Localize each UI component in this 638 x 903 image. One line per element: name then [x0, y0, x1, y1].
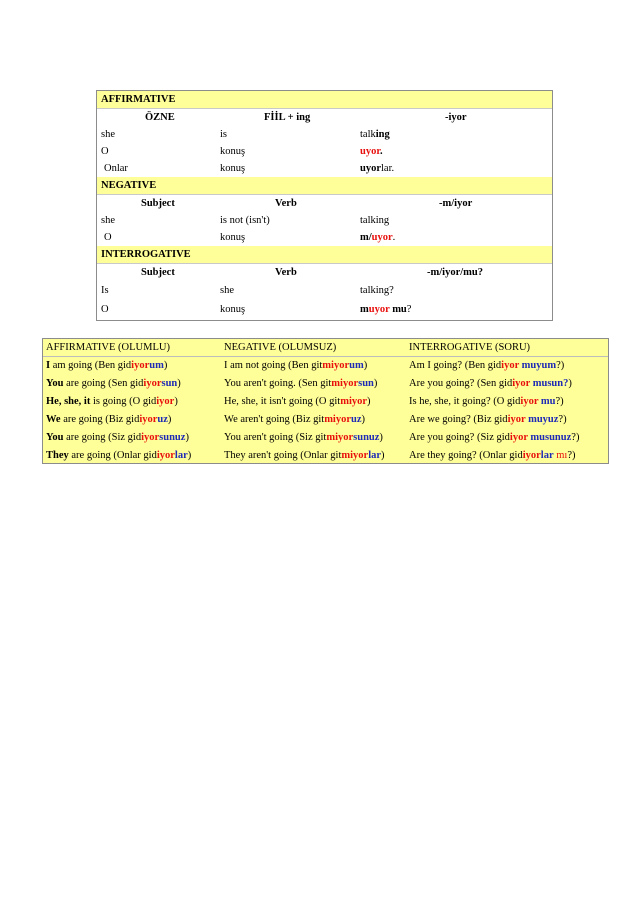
suffix-iyor: uyor: [368, 304, 390, 315]
row-suffix: [360, 126, 390, 143]
subject: We: [46, 414, 61, 425]
suffix-person: sunuz: [159, 432, 186, 443]
row-verb: konuş: [220, 163, 246, 174]
phrase: am going (Ben gid: [50, 360, 132, 371]
close-paren: ): [174, 396, 178, 407]
affirmative-cell: [46, 375, 181, 393]
col-head-suffix: -m/iyor/mu?: [427, 267, 483, 278]
suffix-iyor: iyor: [522, 450, 541, 461]
table-row: [97, 281, 552, 300]
suffix-person: um: [149, 360, 164, 371]
negative-cell: [224, 375, 377, 393]
suffix-miyor: miyor: [322, 360, 350, 371]
question-particle: musun?: [530, 378, 569, 389]
negative-column-header: NEGATIVE (OLUMSUZ): [224, 342, 337, 353]
suffix-ending: .: [392, 232, 396, 243]
subject: You: [46, 378, 64, 389]
interrogative-cell: [409, 447, 576, 465]
row-subject: O: [104, 232, 112, 243]
suffix-iyor: iyor: [139, 414, 158, 425]
close-paren: ): [177, 378, 181, 389]
question-particle: muyum: [519, 360, 557, 371]
negative-cell: [224, 357, 367, 375]
phrase: Are they going? (Onlar gid: [409, 450, 523, 461]
suffix-iyor: iyor: [131, 360, 150, 371]
interrogative-cell: [409, 429, 579, 447]
negative-column-heads: [97, 195, 552, 212]
table-row: [97, 300, 552, 320]
table-row: [43, 393, 608, 411]
row-verb: is not (isn't): [220, 215, 270, 226]
phrase: are going (Sen gid: [63, 378, 144, 389]
row-verb: konuş: [220, 232, 246, 243]
suffix-iyor: iyor: [520, 396, 539, 407]
col-head-subject: ÖZNE: [145, 112, 175, 123]
col-head-verb: Verb: [275, 198, 297, 209]
col-head-verb: FİİL + ing: [264, 112, 311, 123]
phrase: I am not going (Ben git: [224, 360, 323, 371]
col-head-suffix: -iyor: [445, 112, 467, 123]
suffix-m: m/: [360, 232, 372, 243]
suffix-miyor: miyor: [340, 396, 368, 407]
suffix-iyor: uyor: [360, 163, 381, 174]
suffix-miyor: miyor: [324, 414, 352, 425]
suffix-ending: lar.: [381, 163, 395, 174]
close-paren: ): [379, 432, 383, 443]
table-row: [43, 447, 608, 465]
close-paren: ?): [555, 396, 564, 407]
close-paren: ): [187, 450, 192, 461]
close-paren: ?): [571, 432, 580, 443]
suffix-person: sun: [161, 378, 178, 389]
col-head-subject: Subject: [141, 267, 175, 278]
table-row: [97, 126, 552, 143]
suffix-person: uz: [351, 414, 362, 425]
table-row: [97, 229, 552, 246]
close-paren: ): [185, 432, 189, 443]
suffix-mu: mu: [389, 304, 407, 315]
close-paren: ?): [558, 414, 567, 425]
suffix-person: sun: [358, 378, 374, 389]
col-head-verb: Verb: [275, 267, 297, 278]
suffix-ending: ing: [375, 129, 390, 140]
row-suffix: talking: [360, 215, 390, 226]
close-paren: ): [167, 414, 172, 425]
suffix-miyor: miyor: [341, 450, 369, 461]
suffix-person: lar: [368, 450, 382, 461]
interrogative-cell: [409, 357, 564, 375]
row-verb: she: [220, 285, 234, 296]
interrogative-column-header: INTERROGATIVE (SORU): [409, 342, 531, 353]
interrogative-cell: [409, 411, 567, 429]
suffix-iyor: uyor: [360, 146, 381, 157]
row-subject: she: [101, 215, 115, 226]
close-paren: ?): [567, 450, 576, 461]
suffix-person: lar: [174, 450, 188, 461]
close-paren: ): [381, 450, 385, 461]
suffix-iyor: iyor: [156, 396, 175, 407]
row-suffix: talking?: [360, 285, 394, 296]
phrase: He, she, it isn't going (O git: [224, 396, 341, 407]
row-verb: is: [220, 129, 228, 140]
table-row: [97, 212, 552, 229]
phrase: Is he, she, it going? (O gid: [409, 396, 521, 407]
question-particle: muyuz: [525, 414, 559, 425]
question-particle: musunuz: [527, 432, 572, 443]
close-paren: ): [163, 360, 168, 371]
interrogative-cell: [409, 375, 572, 393]
phrase: Are we going? (Biz gid: [409, 414, 508, 425]
row-subject: Onlar: [104, 163, 128, 174]
suffix-stem: talk: [360, 129, 376, 140]
affirmative-header: AFFIRMATIVE: [97, 91, 552, 109]
row-subject: Is: [101, 285, 109, 296]
suffix-iyor: iyor: [156, 450, 175, 461]
table-row: [97, 143, 552, 160]
subject: They: [46, 450, 69, 461]
subject: He, she, it: [46, 396, 91, 407]
affirmative-cell: [46, 447, 191, 465]
interrogative-column-heads: [97, 264, 552, 281]
affirmative-column-header: AFFIRMATIVE (OLUMLU): [46, 342, 170, 353]
row-subject: O: [101, 304, 109, 315]
row-verb: konuş: [220, 304, 246, 315]
phrase: You aren't going (Siz git: [224, 432, 327, 443]
negative-cell: [224, 393, 371, 411]
suffix-miyor: miyor: [331, 378, 359, 389]
table-row: [43, 357, 608, 375]
suffix-iyor: iyor: [512, 378, 531, 389]
phrase: You aren't going. (Sen git: [224, 378, 332, 389]
close-paren: ): [568, 378, 572, 389]
subject: I: [46, 360, 51, 371]
question-particle: mu: [538, 396, 556, 407]
suffix-ending: .: [380, 146, 383, 157]
row-subject: O: [101, 146, 109, 157]
suffix-person: um: [349, 360, 364, 371]
negative-header: NEGATIVE: [97, 177, 552, 195]
suffix-ending: ?: [406, 304, 412, 315]
suffix-iyor: uyor: [371, 232, 393, 243]
suffix-person: sunuz: [353, 432, 380, 443]
affirmative-cell: [46, 357, 167, 375]
phrase: They aren't going (Onlar git: [224, 450, 342, 461]
phrase: Am I going? (Ben gid: [409, 360, 502, 371]
affirmative-cell: [46, 429, 189, 447]
col-head-subject: Subject: [141, 198, 175, 209]
close-paren: ): [361, 414, 366, 425]
affirmative-cell: [46, 411, 171, 429]
phrase: is going (O gid: [90, 396, 157, 407]
suffix-iyor: iyor: [501, 360, 520, 371]
phrase: are going (Onlar gid: [68, 450, 157, 461]
affirmative-column-heads: [97, 109, 552, 126]
close-paren: ): [367, 396, 371, 407]
suffix-person: lar: [540, 450, 554, 461]
phrase: Are you going? (Siz gid: [409, 432, 510, 443]
suffix-person: uz: [157, 414, 168, 425]
negative-cell: [224, 429, 383, 447]
row-suffix: [360, 300, 411, 320]
conjugation-header-row: [43, 339, 608, 357]
negative-cell: [224, 447, 385, 465]
suffix-m: m: [360, 304, 369, 315]
phrase: We aren't going (Biz git: [224, 414, 325, 425]
row-suffix: [360, 229, 395, 246]
affirmative-cell: [46, 393, 178, 411]
tense-structure-table: [96, 90, 553, 321]
table-row: [43, 429, 608, 447]
interrogative-cell: [409, 393, 564, 411]
row-suffix: [360, 160, 394, 177]
phrase: are going (Siz gid: [63, 432, 142, 443]
suffix-iyor: iyor: [143, 378, 162, 389]
close-paren: ?): [556, 360, 565, 371]
table-row: [43, 411, 608, 429]
table-row: [97, 160, 552, 177]
col-head-suffix: -m/iyor: [439, 198, 473, 209]
suffix-iyor: iyor: [507, 414, 526, 425]
question-particle: mı: [553, 450, 568, 461]
interrogative-header: INTERROGATIVE: [97, 246, 552, 264]
row-subject: she: [101, 129, 115, 140]
row-suffix: [360, 143, 383, 160]
suffix-iyor: iyor: [509, 432, 528, 443]
suffix-iyor: iyor: [141, 432, 160, 443]
phrase: Are you going? (Sen gid: [409, 378, 513, 389]
suffix-miyor: miyor: [326, 432, 354, 443]
row-verb: konuş: [220, 146, 246, 157]
subject: You: [46, 432, 64, 443]
table-row: [43, 375, 608, 393]
close-paren: ): [373, 378, 378, 389]
negative-cell: [224, 411, 365, 429]
close-paren: ): [363, 360, 368, 371]
going-conjugation-table: [42, 338, 609, 464]
phrase: are going (Biz gid: [60, 414, 140, 425]
